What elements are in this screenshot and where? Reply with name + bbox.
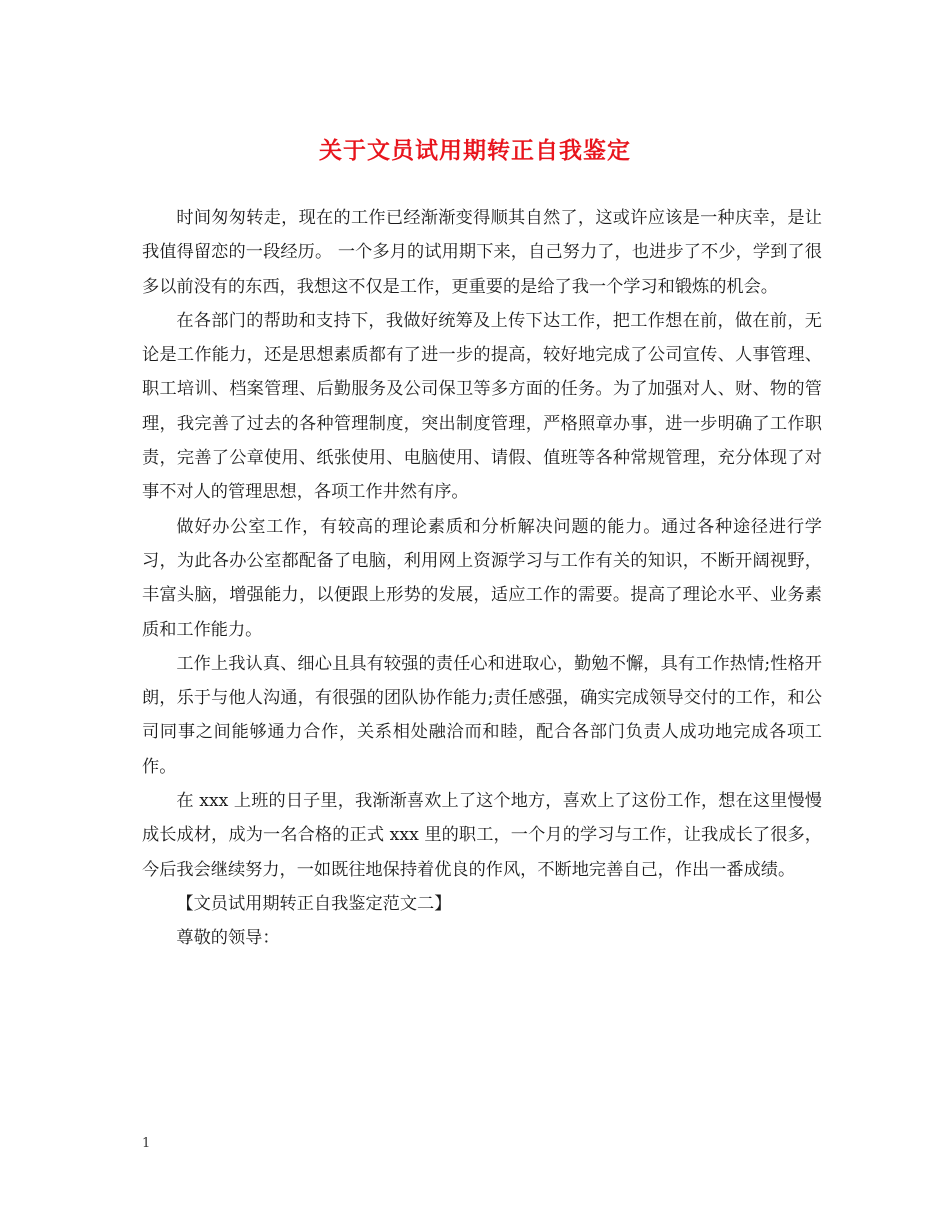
page-number: 1	[142, 1136, 151, 1151]
section-heading: 【文员试用期转正自我鉴定范文二】	[176, 893, 452, 914]
paragraph-3: 做好办公室工作，有较高的理论素质和分析解决问题的能力。通过各种途径进行学习，为此各办公室都配备了电脑，利用网上资源学习与工作有关的知识，不断开阔视野，丰富头脑，增强能力，以便跟上形势的发展，适应工作的需要。提高了理论水平、业务素质和工作能力。	[142, 516, 822, 640]
salutation: 尊敬的领导：	[176, 928, 280, 949]
paragraph-4: 工作上我认真、细心且具有较强的责任心和进取心，勤勉不懈，具有工作热情;性格开朗，乐于与他人沟通，有很强的团队协作能力;责任感强，确实完成领导交付的工作，和公司同事之间能够通力合作，关系相处融洽而和睦，配合各部门负责人成功地完成各项工作。	[142, 653, 822, 777]
paragraph-5: 在 xxx 上班的日子里，我渐渐喜欢上了这个地方，喜欢上了这份工作，想在这里慢慢成长成材，成为一名合格的正式 xxx 里的职工，一个月的学习与工作，让我成长了很多，今后我会继续努力，一如既往地保持着优良的作风，不断地完善自己，作出一番成绩。	[142, 791, 822, 880]
document-body	[142, 201, 822, 956]
document-title: 关于文员试用期转正自我鉴定	[319, 137, 631, 164]
paragraph-1: 时间匆匆转走，现在的工作已经渐渐变得顺其自然了，这或许应该是一种庆幸，是让我值得留恋的一段经历。 一个多月的试用期下来，自己努力了，也进步了不少，学到了很多以前没有的东西，我想这不仅是工作，更重要的是给了我一个学习和锻炼的机会。	[142, 208, 822, 297]
paragraph-2: 在各部门的帮助和支持下，我做好统筹及上传下达工作，把工作想在前，做在前，无论是工作能力，还是思想素质都有了进一步的提高，较好地完成了公司宣传、人事管理、职工培训、档案管理、后勤服务及公司保卫等多方面的任务。为了加强对人、财、物的管理，我完善了过去的各种管理制度，突出制度管理，严格照章办事，进一步明确了工作职责，完善了公章使用、纸张使用、电脑使用、请假、值班等各种常规管理，充分体现了对事不对人的管理思想，各项工作井然有序。	[142, 310, 822, 503]
